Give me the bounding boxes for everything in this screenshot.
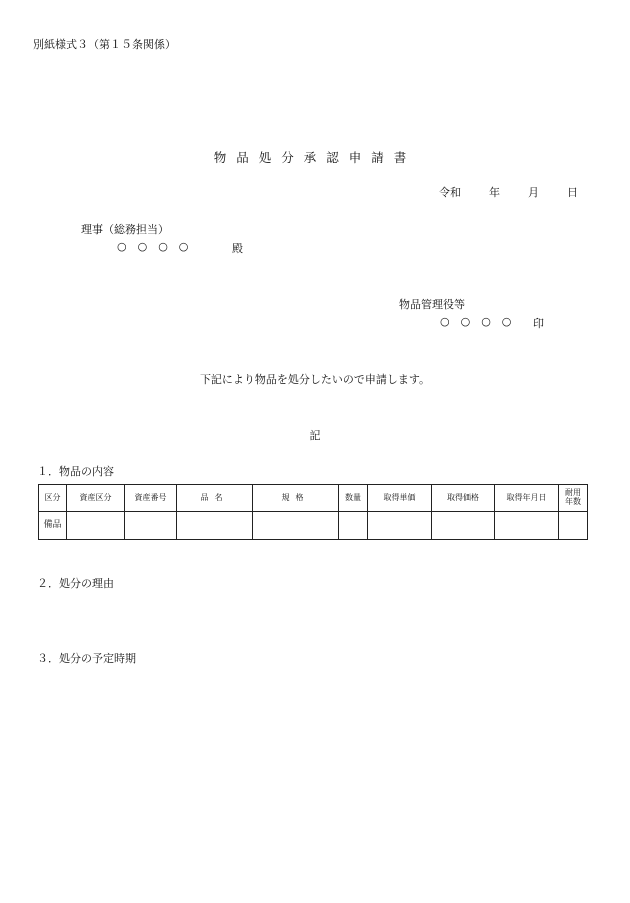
addressee-role: 理事（総務担当） [81,223,169,236]
date-era: 令和 [439,186,461,199]
header-suryo: 数量 [339,485,368,512]
section-3-heading: ３．処分の予定時期 [37,652,136,665]
applicant-seal: 印 [533,317,544,330]
header-shisan-kubun: 資産区分 [67,485,125,512]
header-taiyo [559,485,588,512]
header-kakaku: 取得価格 [432,485,495,512]
cell-hinmei [177,512,253,540]
header-kubun: 区分 [39,485,67,512]
cell-nengappi [495,512,559,540]
header-nengappi: 取得年月日 [495,485,559,512]
header-kikaku: 規格 [253,485,339,512]
addressee-honorific: 殿 [232,242,243,255]
ki-heading: 記 [309,429,321,442]
cell-kubun: 備品 [39,512,67,540]
cell-suryo [339,512,368,540]
cell-shisan-kubun [67,512,125,540]
cell-tanka [368,512,432,540]
items-table [38,484,588,540]
table-header-row [39,485,588,512]
cell-shisan-bango [125,512,177,540]
applicant-name: ○○○○ [440,315,523,328]
date-line [439,184,578,200]
section-2-heading: ２．処分の理由 [37,577,114,590]
date-month: 月 [528,186,539,199]
section-1-heading: １．物品の内容 [37,465,114,478]
cell-taiyo [559,512,588,540]
document-title: 物品処分承認申請書 [213,150,417,165]
applicant-role: 物品管理役等 [399,298,465,311]
form-label: 別紙様式３（第１５条関係） [33,38,176,51]
date-day: 日 [567,186,578,199]
cell-kakaku [432,512,495,540]
header-tanka: 取得単価 [368,485,432,512]
table-row [39,512,588,540]
cell-kikaku [253,512,339,540]
header-hinmei: 品名 [177,485,253,512]
addressee-name: ○○○○ [117,240,200,253]
header-shisan-bango: 資産番号 [125,485,177,512]
header-taiyo-line2: 年数 [565,497,581,506]
date-year: 年 [489,186,500,199]
intro-sentence: 下記により物品を処分したいので申請します。 [199,373,431,386]
header-taiyo-line1: 耐用 [565,488,581,498]
